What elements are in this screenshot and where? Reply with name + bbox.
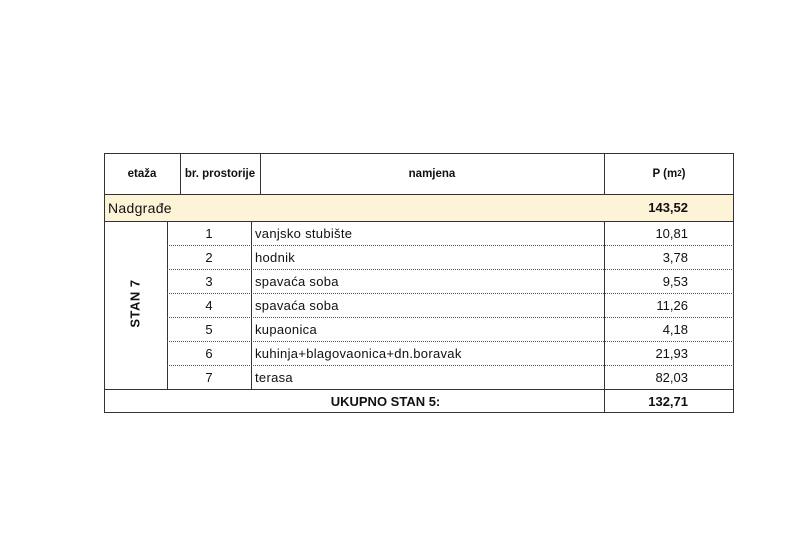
section-label: Nadgrađe bbox=[108, 199, 172, 216]
row-divider bbox=[167, 269, 734, 270]
row-divider bbox=[167, 293, 734, 294]
divider bbox=[604, 153, 605, 194]
header-namjena: namjena bbox=[408, 167, 456, 180]
row-divider bbox=[167, 245, 734, 246]
row-br: 3 bbox=[205, 273, 213, 289]
divider bbox=[104, 389, 734, 390]
divider bbox=[260, 153, 261, 194]
row-br: 2 bbox=[205, 249, 213, 265]
row-namjena: vanjsko stubište bbox=[255, 225, 353, 241]
row-divider bbox=[167, 341, 734, 342]
header-povrsina-label: P (m bbox=[652, 167, 678, 180]
row-p: 82,03 bbox=[655, 369, 688, 385]
divider bbox=[104, 194, 734, 195]
stan-label-text: STAN 7 bbox=[127, 279, 143, 328]
section-total: 143,52 bbox=[648, 200, 688, 215]
footer-label: UKUPNO STAN 5: bbox=[330, 393, 441, 409]
header-povrsina-sup: 2 bbox=[677, 169, 682, 178]
row-br: 5 bbox=[205, 321, 213, 337]
row-namjena: spavaća soba bbox=[255, 273, 339, 289]
row-divider bbox=[167, 365, 734, 366]
divider bbox=[104, 221, 734, 222]
row-p: 3,78 bbox=[662, 249, 688, 265]
row-namjena: hodnik bbox=[255, 249, 296, 265]
row-p: 4,18 bbox=[662, 321, 688, 337]
row-p: 11,26 bbox=[656, 297, 688, 313]
row-br: 4 bbox=[205, 297, 213, 313]
row-namjena: kuhinja+blagovaonica+dn.boravak bbox=[255, 345, 462, 361]
footer-total: 132,71 bbox=[648, 393, 688, 409]
row-p: 21,93 bbox=[655, 345, 688, 361]
row-p: 9,53 bbox=[662, 273, 688, 289]
row-namjena: terasa bbox=[255, 369, 293, 385]
row-br: 6 bbox=[205, 345, 213, 361]
divider bbox=[251, 221, 252, 389]
header-br-prostorije: br. prostorije bbox=[184, 167, 256, 180]
row-p: 10,81 bbox=[655, 225, 688, 241]
table-border bbox=[104, 153, 734, 413]
header-povrsina-close: ) bbox=[681, 167, 686, 180]
row-br: 7 bbox=[205, 369, 213, 385]
row-br: 1 bbox=[205, 225, 213, 241]
row-namjena: kupaonica bbox=[255, 321, 317, 337]
area-table bbox=[104, 153, 734, 413]
header-etaza: etaža bbox=[127, 167, 157, 180]
row-namjena: spavaća soba bbox=[255, 297, 339, 313]
divider bbox=[180, 153, 181, 194]
divider bbox=[167, 221, 168, 389]
row-divider bbox=[167, 317, 734, 318]
